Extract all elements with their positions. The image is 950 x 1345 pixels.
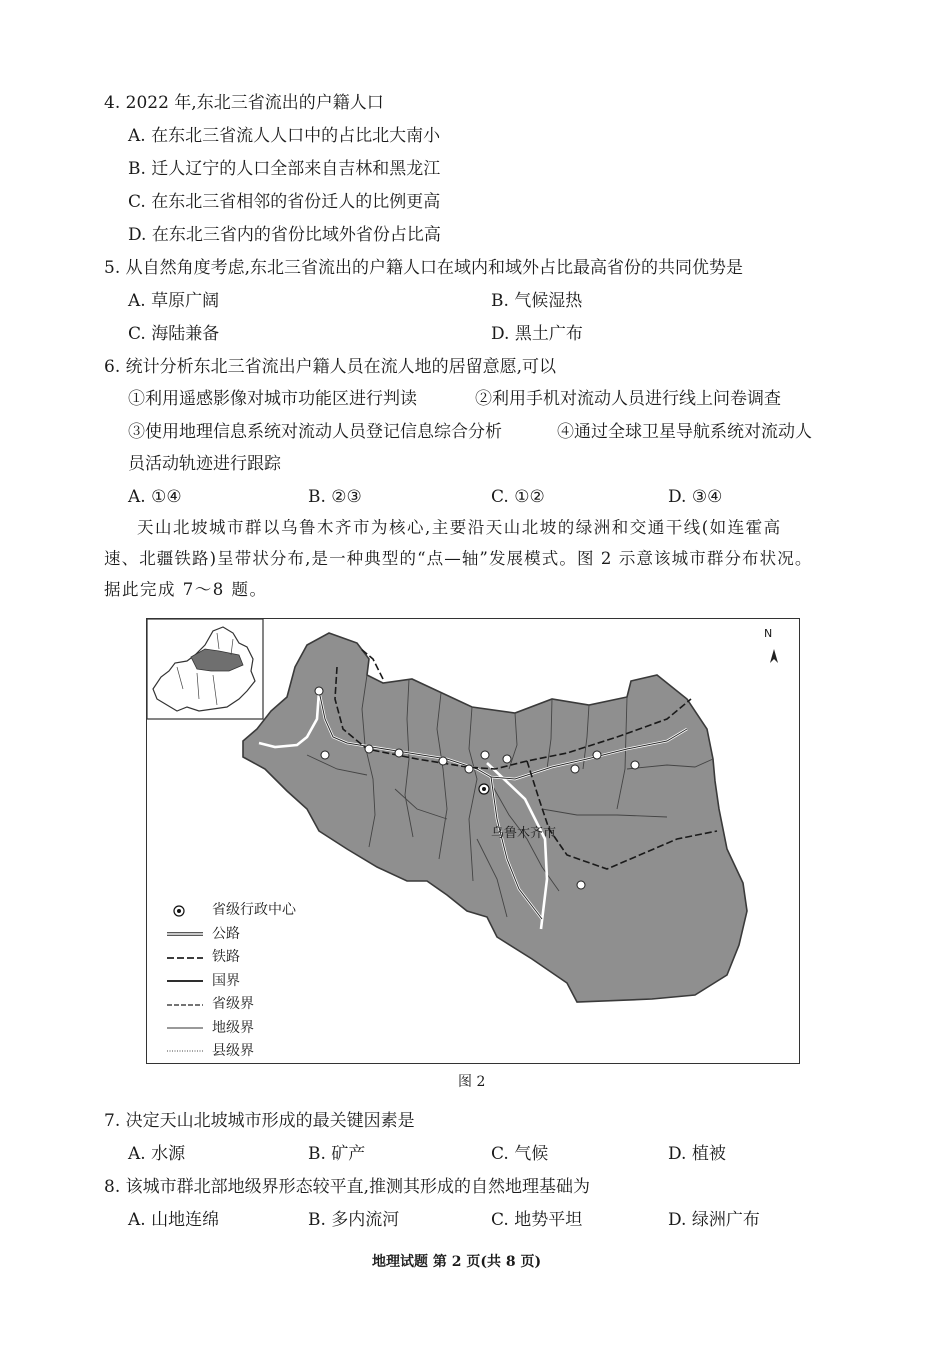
q4-option-c: C. 在东北三省相邻的省份迁人的比例更高: [128, 192, 441, 212]
q7-stem: 7. 决定天山北坡城市形成的最关键因素是: [104, 1111, 415, 1131]
q6-option-c: C. ①②: [491, 487, 545, 507]
q7-option-b: B. 矿产: [308, 1144, 366, 1164]
page-footer: 地理试题 第 2 页(共 8 页): [372, 1254, 542, 1270]
q4-option-b: B. 迁人辽宁的人口全部来自吉林和黑龙江: [128, 159, 441, 179]
q4-option-a: A. 在东北三省流人人口中的占比北大南小: [128, 126, 441, 146]
city-dot: [593, 751, 601, 759]
q7-option-a: A. 水源: [128, 1144, 186, 1164]
north-label: N: [764, 627, 773, 640]
city-dot: [365, 745, 373, 753]
q8-option-c: C. 地势平坦: [491, 1210, 583, 1230]
q6-item-3: ③使用地理信息系统对流动人员登记信息综合分析: [128, 422, 502, 442]
legend-symbols: [167, 906, 203, 1051]
city-dot: [321, 751, 329, 759]
q6-item-4: ④通过全球卫星导航系统对流动人: [557, 422, 812, 442]
q6-item-2: ②利用手机对流动人员进行线上问卷调查: [475, 389, 781, 409]
city-dot: [503, 755, 511, 763]
city-dot: [395, 749, 403, 757]
q5-option-d: D. 黑土广布: [491, 324, 583, 344]
q8-stem: 8. 该城市群北部地级界形态较平直,推测其形成的自然地理基础为: [104, 1177, 591, 1197]
city-dot: [577, 881, 585, 889]
q6-option-a: A. ①④: [128, 487, 182, 507]
q6-item-4-cont: 员活动轨迹进行跟踪: [128, 454, 281, 474]
city-dot: [571, 765, 579, 773]
city-dot: [439, 757, 447, 765]
q8-option-d: D. 绿洲广布: [668, 1210, 760, 1230]
q4-stem: 4. 2022 年,东北三省流出的户籍人口: [104, 93, 384, 113]
city-dot: [465, 765, 473, 773]
passage-line-1: 天山北坡城市群以乌鲁木齐市为核心,主要沿天山北坡的绿洲和交通干线(如连霍高: [137, 518, 782, 537]
q6-item-1: ①利用遥感影像对城市功能区进行判读: [128, 389, 417, 409]
q6-stem: 6. 统计分析东北三省流出户籍人员在流人地的居留意愿,可以: [104, 357, 557, 377]
q4-option-d: D. 在东北三省内的省份比域外省份占比高: [128, 225, 441, 245]
q6-option-d: D. ③④: [668, 487, 723, 507]
figure-caption: 图 2: [458, 1074, 486, 1090]
city-dot: [481, 751, 489, 759]
q8-option-b: B. 多内流河: [308, 1210, 400, 1230]
q5-option-b: B. 气候湿热: [491, 291, 583, 311]
q5-stem: 5. 从自然角度考虑,东北三省流出的户籍人口在域内和域外占比最高省份的共同优势是: [104, 258, 744, 278]
city-label-urumqi: 乌鲁木齐市: [491, 826, 557, 841]
city-dot: [315, 687, 323, 695]
inset-map: [147, 619, 263, 719]
passage-line-3: 据此完成 7～8 题。: [104, 580, 268, 599]
q5-option-a: A. 草原广阔: [128, 291, 220, 311]
map-figure: N 乌鲁木齐市 省级行政中心 公路 铁路 国界 省级界 地级界 县级界: [146, 618, 800, 1064]
passage-line-2: 速、北疆铁路)呈带状分布,是一种典型的“点—轴”发展模式。图 2 示意该城市群分布状况。: [104, 549, 813, 568]
q5-option-c: C. 海陆兼备: [128, 324, 220, 344]
q7-option-c: C. 气候: [491, 1144, 549, 1164]
q8-option-a: A. 山地连绵: [128, 1210, 220, 1230]
q7-option-d: D. 植被: [668, 1144, 726, 1164]
city-dot: [631, 761, 639, 769]
q6-option-b: B. ②③: [308, 487, 362, 507]
north-arrow-icon: [770, 649, 778, 663]
